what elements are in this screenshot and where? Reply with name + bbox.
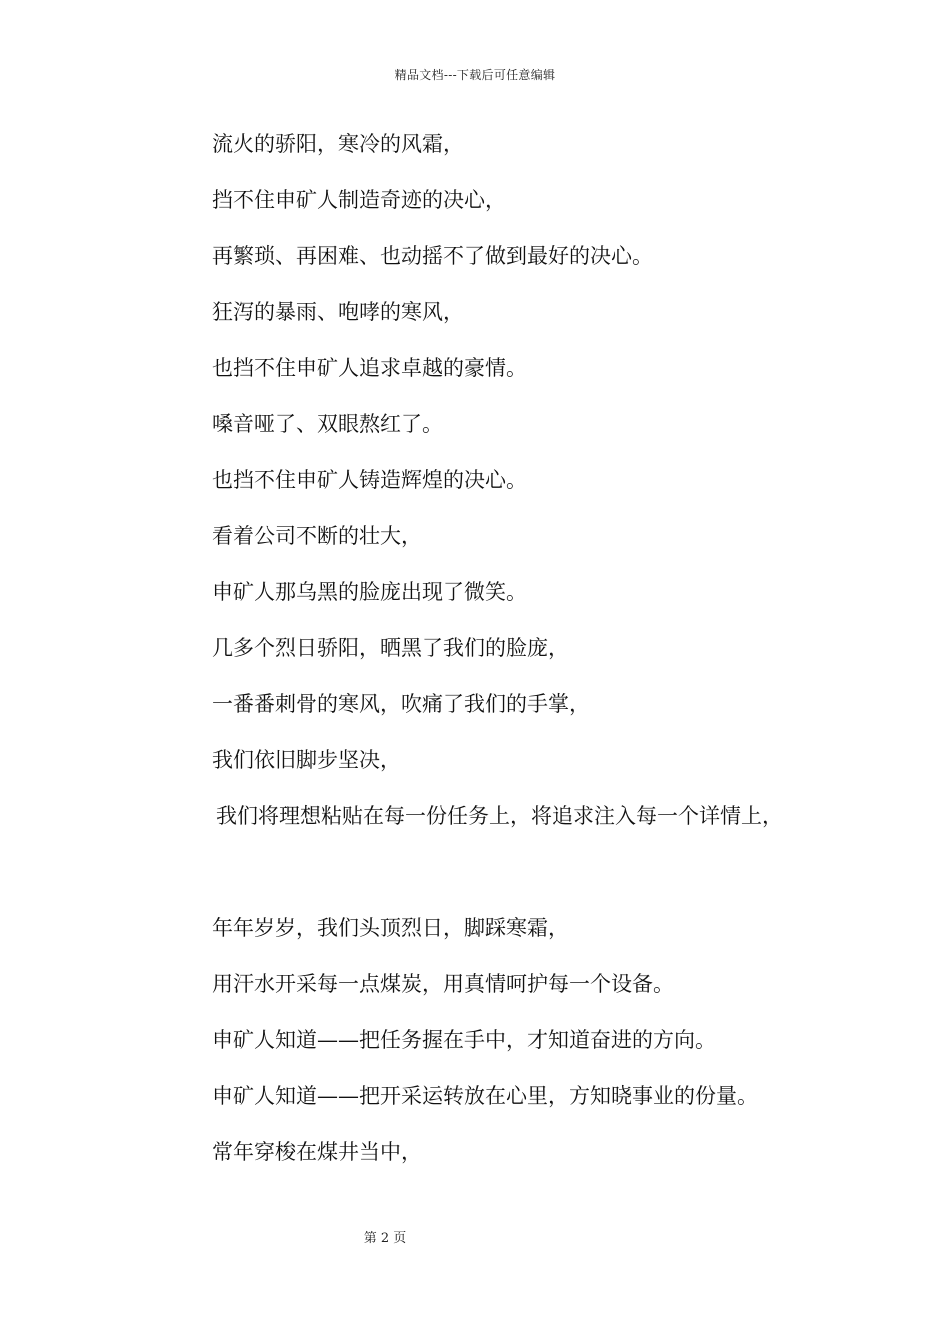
poem-line: 也挡不住申矿人铸造辉煌的决心。	[212, 468, 527, 492]
page-number: 第 2 页	[363, 1231, 407, 1246]
poem-line: 申矿人知道——把开采运转放在心里，方知晓事业的份量。	[212, 1084, 758, 1108]
poem-line: 常年穿梭在煤井当中，	[212, 1140, 422, 1164]
poem-line: 年年岁岁，我们头顶烈日，脚踩寒霜，	[212, 916, 569, 940]
poem-line: 挡不住申矿人制造奇迹的决心，	[212, 188, 506, 212]
poem-line: 看着公司不断的壮大，	[212, 524, 422, 548]
poem-line: 流火的骄阳，寒冷的风霜，	[212, 132, 464, 156]
poem-line: 几多个烈日骄阳，晒黑了我们的脸庞，	[212, 636, 569, 660]
poem-line: 用汗水开采每一点煤炭，用真情呵护每一个设备。	[212, 972, 674, 996]
poem-line: 申矿人那乌黑的脸庞出现了微笑。	[212, 580, 527, 604]
poem-line: 再繁琐、再困难、也动摇不了做到最好的决心。	[212, 244, 653, 268]
poem-line: 我们依旧脚步坚决，	[212, 748, 401, 772]
page-header: 精品文档---下载后可任意编辑	[394, 68, 556, 82]
poem-line: 嗓音哑了、双眼熬红了。	[212, 412, 443, 436]
poem-line: 狂泻的暴雨、咆哮的寒风，	[212, 300, 464, 324]
poem-line: 一番番刺骨的寒风，吹痛了我们的手掌，	[212, 692, 590, 716]
poem-body	[212, 131, 892, 1195]
poem-line: 申矿人知道——把任务握在手中，才知道奋进的方向。	[212, 1028, 716, 1052]
poem-line: 也挡不住申矿人追求卓越的豪情。	[212, 356, 527, 380]
poem-line: 我们将理想粘贴在每一份任务上，将追求注入每一个详情上，	[216, 804, 783, 828]
